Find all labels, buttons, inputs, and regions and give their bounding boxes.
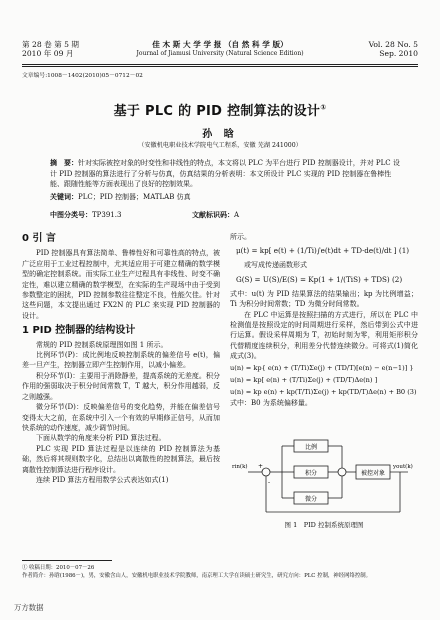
author-name: 孙 晗 bbox=[202, 129, 238, 140]
left-column bbox=[22, 232, 220, 562]
abstract-text: 针对实际被控对象的时变性和非线性的特点，本文将以 PLC 为平台进行 PID 控制器设计，并对 PLC 设计 PID 控制器的算法进行了分析与仿真，仿真结果的分析表明：本文所设计 PLC 实现的 PID 控制器在鲁棒性能、跟随性能等方面表现出了良好的控制效果。 bbox=[50, 159, 400, 189]
footnote-author-bio: 作者简介：孙晗(1986－)，男，安徽含山人，安徽机电职业技术学院教师，南京理工大学在读硕士研究生，研究方向：PLC 控制，神经网络控制。 bbox=[22, 573, 372, 579]
right-column bbox=[230, 232, 418, 430]
clc-value: TP391.3 bbox=[92, 211, 122, 219]
header-right bbox=[369, 40, 418, 58]
date-en: Sep. 2010 bbox=[379, 49, 418, 58]
header-rule bbox=[22, 64, 418, 65]
paragraph-offset: 式中：B0 为系统偏移量。 bbox=[230, 398, 312, 407]
journal-name-cn: 佳 木 斯 大 学 学 报 （自 然 科 学 版） bbox=[152, 40, 288, 49]
doc-code bbox=[192, 210, 239, 220]
volume-issue-en: Vol. 28 No. 5 bbox=[368, 40, 418, 49]
section-heading-structure: 1 PID 控制器的结构设计 bbox=[22, 325, 136, 337]
block-integral: 积分 bbox=[304, 470, 318, 477]
sum-plus-sign: + bbox=[258, 463, 264, 470]
article-number: 文章编号:1008－1402(2010)05－0712－02 bbox=[22, 73, 143, 79]
keywords-label: 关键词： bbox=[50, 192, 78, 201]
paragraph-integral: 积分环节(I)：主要用于消除静差，提高系统的无差度。积分作用的强弱取决于积分时间常数 T，T 越大，积分作用越弱，反之则越强。 bbox=[22, 371, 220, 401]
date-cn: 2010 年 09 月 bbox=[22, 49, 74, 58]
paragraph-algorithm: PLC 实现 PID 算法过程是以连续的 PID 控制算法为基础，然后将其规则数字化，总结出以离散性的控制算法，最后按离散性控制算法进行程序设计。 bbox=[22, 444, 220, 474]
volume-issue-cn: 第 28 卷 第 5 期 bbox=[22, 40, 79, 49]
block-plant: 被控对象 bbox=[360, 470, 386, 477]
footnote-received: ① 收稿日期：2010－07－26 bbox=[22, 565, 95, 571]
paper-title-text: 基于 PLC 的 PID 控制算法的设计 bbox=[113, 104, 321, 119]
paragraph-proportional: 比例环节(P)：成比例地反映控制系统的偏差信号 e(t)，偏差一旦产生，控制器立即产生控制作用，以减小偏差。 bbox=[22, 351, 220, 370]
diagram-output-label: yout(k) bbox=[393, 464, 413, 470]
figure-caption: 图 1 PID 控制系统原理图 bbox=[284, 521, 364, 529]
header-rule-thin bbox=[22, 66, 418, 67]
diagram-input-label: rin(k) bbox=[232, 464, 248, 470]
doc-code-label: 文献标识码： bbox=[192, 211, 234, 219]
abstract bbox=[50, 158, 400, 190]
block-proportional: 比例 bbox=[304, 444, 318, 451]
paragraph-derivative: 微分环节(D)：反映偏差信号的变化趋势，并能在偏差信号变得太大之前，在系统中引入一个有效的早期修正信号，从而加快系统的动作速度，减少调节时间。 bbox=[22, 403, 220, 432]
paragraph-math-intro: 下面从数学的角度来分析 PID 算法过程。 bbox=[36, 434, 166, 443]
pid-block-diagram bbox=[230, 432, 418, 516]
footnote bbox=[22, 564, 418, 580]
keywords-text: PLC；PID 控制器；MATLAB 仿真 bbox=[78, 192, 191, 201]
equation-1: μ(t) = kp[ e(t) + (1/Ti)∫e(t)dt + TD·de(t)/dt ] (1) bbox=[236, 246, 410, 256]
equation-2: G(S) = U(S)/E(S) = Kp(1 + 1/(TiS) + TDS) (2) bbox=[236, 274, 403, 284]
footnote-rule bbox=[22, 560, 112, 561]
header-center bbox=[22, 40, 418, 58]
doc-code-value: A bbox=[234, 211, 240, 219]
running-header bbox=[22, 40, 418, 66]
block-derivative: 微分 bbox=[304, 496, 318, 503]
clc-number bbox=[50, 210, 121, 220]
author-affiliation: （安徽机电职业技术学院电气工程系，安徽 芜湖 241000） bbox=[138, 142, 302, 149]
paragraph-figure-ref: 常规的 PID 控制系统原理图如图 1 所示。 bbox=[36, 340, 168, 349]
sum-minus-sign: - bbox=[268, 479, 271, 486]
clc-label: 中图分类号： bbox=[50, 211, 92, 219]
paper-title bbox=[0, 100, 440, 119]
paragraph-sampling: 在 PLC 中运算是按照扫描的方式进行，所以在 PLC 中检测值是按照设定的时间周期进行采样，然后带到公式中进行运算。假设采样周期为 T，初始时刻为零，利用矩形积分代替精度连续积分，利用差分代替连续微分。可将式(1)简化成式(3)。 bbox=[230, 310, 418, 361]
section-heading-intro: 0 引 言 bbox=[22, 233, 56, 244]
keywords bbox=[50, 192, 400, 203]
text-continuation: 所示。 bbox=[230, 233, 251, 241]
title-footnote-mark: ① bbox=[320, 103, 327, 112]
paragraph-continuous: 连续 PID 算法方程用数学公式表达如式(1) bbox=[36, 475, 169, 484]
journal-name-en: Journal of Jiamusi University (Natural Science Edition) bbox=[136, 50, 304, 57]
equation-3c: u(n) = kp e(n) + kp(T/Ti)Σe(j) + kp(TD/T)Δe(n) + B0 (3) bbox=[230, 387, 417, 396]
equation-3a: u(n) = kp{ e(n) + (T/Ti)Σe(j) + (TD/T)[e(n) − e(n−1)] } bbox=[230, 363, 414, 372]
paragraph-transfer: 或写成传递函数形式 bbox=[244, 261, 307, 270]
equation-3b: u(n) = kp[ e(n) + (T/Ti)Σe(j) + (TD/T)Δe(n) ] bbox=[230, 375, 378, 384]
abstract-block bbox=[50, 158, 400, 202]
paragraph-symbols: 式中：u(t) 为 PID 结果算法的结果输出；kp 为比例增益；Ti 为积分时间常数；TD 为微分时间常数。 bbox=[230, 289, 418, 309]
source-watermark: 万方数据 bbox=[14, 603, 44, 612]
paragraph-intro: PID 控制器具有算法简单、鲁棒性好和可靠性高的特点，被广泛应用于工业过程控制中，尤其适应用于可建立精确的数学模型的确定控制系统。而实际工业生产过程具有非线性、时变不确定性，难以建立精确的数学模型，在实际的生产现场中由于受到参数整定的困扰，PID 控制参数往往整定不良，性能欠佳。针对这些问题，本文提出通过 FX2N 的 PLC 来实现 PID 控制器的设计。 bbox=[22, 249, 220, 320]
abstract-label: 摘 要： bbox=[50, 159, 78, 167]
